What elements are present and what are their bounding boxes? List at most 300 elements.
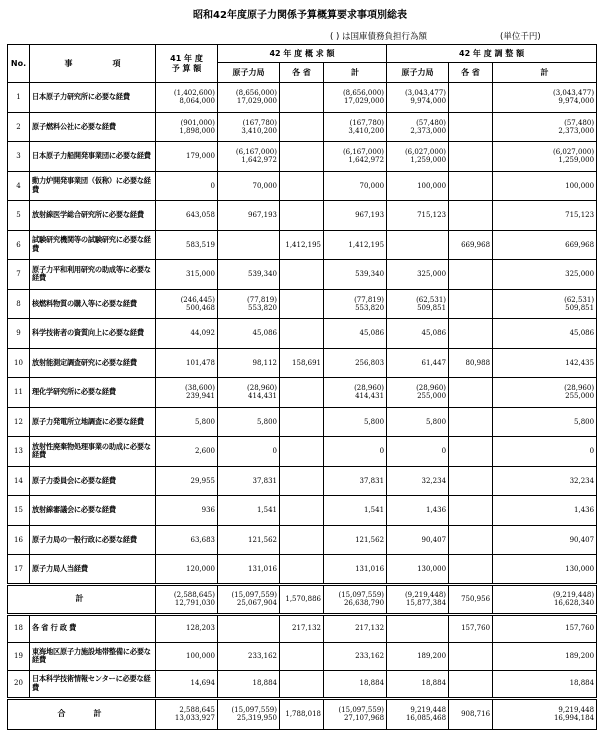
cell-aj_t-line-1: 18,884 [569, 679, 595, 688]
cell-aj_t-line-1: (28,960) [564, 384, 595, 393]
cell-aj_g-line-1: 1,436 [425, 506, 447, 515]
cell-b41 [156, 112, 218, 142]
cell-aj_t [493, 584, 597, 614]
cell-rq_g-line-1: 18,884 [252, 679, 277, 688]
cell-aj_g [387, 698, 449, 729]
cell-aj_g [387, 201, 449, 231]
table-row [8, 201, 597, 231]
cell-rq_k [280, 437, 324, 467]
row-item: 原子力平和利用研究の助成等に必要な経費 [30, 260, 156, 290]
cell-aj_g-line-1: 130,000 [417, 564, 447, 573]
header-budget41 [156, 45, 218, 83]
cell-aj_t-line-1: (62,531) [564, 295, 595, 304]
cell-aj_g-line-1: 61,447 [421, 358, 447, 367]
table-row [8, 319, 597, 349]
cell-rq_t-line-2: 17,029,000 [343, 97, 385, 106]
header-budget41-line2: 予 算 額 [171, 63, 202, 73]
row-no: 14 [8, 466, 30, 496]
cell-rq_t-line-1: 233,162 [355, 651, 385, 660]
header-adjust42: 42 年 度 調 整 額 [387, 45, 597, 63]
table-row [8, 142, 597, 172]
cell-aj_t-line-1: 130,000 [565, 564, 595, 573]
cell-aj_k-line-1: 157,760 [461, 624, 491, 633]
cell-rq_g-line-1: 0 [272, 447, 277, 456]
table-row [8, 437, 597, 467]
cell-b41-line-2: 1,898,000 [179, 126, 215, 135]
cell-rq_g-line-1: (167,780) [242, 118, 277, 127]
cell-rq_k [280, 466, 324, 496]
cell-b41 [156, 83, 218, 113]
cell-rq_k [280, 319, 324, 349]
cell-rq_g-line-1: (15,097,559) [231, 590, 277, 599]
cell-aj_t-line-1: 5,800 [574, 417, 595, 426]
cell-rq_g [218, 614, 280, 642]
cell-rq_t-line-2: 553,820 [355, 303, 385, 312]
cell-rq_g [218, 670, 280, 698]
cell-aj_g-line-1: 325,000 [417, 270, 447, 279]
cell-aj_t-line-2: 255,000 [565, 392, 595, 401]
table-row [8, 670, 597, 698]
cell-rq_t-line-1: 70,000 [359, 181, 385, 190]
cell-aj_t-line-2: 16,994,184 [553, 714, 595, 722]
table-row [8, 614, 597, 642]
cell-rq_k [280, 670, 324, 698]
cell-aj_g-line-1: (3,043,477) [404, 89, 447, 98]
cell-aj_t [493, 437, 597, 467]
cell-aj_g [387, 319, 449, 349]
cell-rq_g-line-1: (77,819) [247, 295, 277, 304]
cell-b41-line-1: 315,000 [186, 270, 215, 279]
cell-aj_g-line-2: 16,085,468 [405, 714, 447, 722]
cell-rq_g [218, 260, 280, 290]
cell-b41-line-1: 100,000 [186, 651, 215, 660]
cell-aj_k [449, 407, 493, 437]
cell-rq_g-line-1: 98,112 [252, 358, 277, 367]
cell-rq_t [324, 112, 387, 142]
cell-rq_t [324, 614, 387, 642]
cell-aj_t [493, 407, 597, 437]
cell-rq_t [324, 496, 387, 526]
cell-b41 [156, 555, 218, 585]
cell-rq_g-line-1: 233,162 [248, 651, 277, 660]
cell-rq_t-line-1: 217,132 [355, 624, 385, 633]
cell-rq_k [280, 525, 324, 555]
cell-aj_g-line-1: 9,219,448 [410, 705, 447, 714]
cell-rq_g-line-2: 25,319,950 [236, 714, 277, 722]
cell-aj_g-line-1: 45,086 [421, 329, 447, 338]
row-item: 放射線審議会に必要な経費 [30, 496, 156, 526]
cell-rq_k [280, 83, 324, 113]
cell-rq_g [218, 83, 280, 113]
cell-b41-line-2: 500,468 [186, 303, 215, 312]
cell-rq_t-line-1: (28,960) [354, 384, 385, 393]
cell-aj_t [493, 698, 597, 729]
cell-b41-line-2: 8,064,000 [179, 97, 215, 106]
cell-rq_t [324, 142, 387, 172]
row-no: 5 [8, 201, 30, 231]
cell-aj_g-line-1: (6,027,000) [404, 148, 447, 157]
header-no: No. [8, 45, 30, 83]
cell-rq_t-line-1: (8,656,000) [342, 89, 385, 98]
cell-aj_g [387, 496, 449, 526]
table-row [8, 289, 597, 319]
row-no: 20 [8, 670, 30, 698]
table-row [8, 466, 597, 496]
table-row [8, 378, 597, 408]
cell-b41 [156, 407, 218, 437]
cell-aj_g [387, 171, 449, 201]
cell-aj_k [449, 466, 493, 496]
row-item: 理化学研究所に必要な経費 [30, 378, 156, 408]
table-row [8, 642, 597, 670]
row-item: 日本科学技術情報センターに必要な経費 [30, 670, 156, 698]
cell-rq_g [218, 698, 280, 729]
cell-rq_t [324, 437, 387, 467]
cell-aj_t-line-1: 189,200 [565, 651, 595, 660]
cell-rq_g [218, 348, 280, 378]
cell-aj_k [449, 319, 493, 349]
subtotal-row-label: 計 [8, 584, 156, 614]
row-item: 原子燃料公社に必要な経費 [30, 112, 156, 142]
budget-table [7, 44, 597, 730]
cell-rq_g [218, 201, 280, 231]
cell-rq_k-line-1: 1,412,195 [285, 240, 321, 249]
grand-total-row-label: 合 計 [8, 698, 156, 729]
cell-rq_t [324, 201, 387, 231]
cell-aj_g-line-1: 0 [441, 447, 447, 456]
row-item: 原子力委員会に必要な経費 [30, 466, 156, 496]
cell-aj_t [493, 348, 597, 378]
cell-b41-line-1: 0 [210, 181, 215, 190]
cell-aj_k [449, 289, 493, 319]
cell-rq_t-line-1: 1,541 [363, 506, 385, 515]
header-req-genshiryoku: 原子力局 [218, 63, 280, 83]
row-no: 11 [8, 378, 30, 408]
cell-aj_g [387, 437, 449, 467]
cell-b41-line-1: 128,203 [186, 624, 215, 633]
cell-rq_g [218, 584, 280, 614]
header-req-kakusho: 各 省 [280, 63, 324, 83]
header-adj-genshiryoku: 原子力局 [387, 63, 449, 83]
cell-aj_k [449, 142, 493, 172]
cell-aj_g [387, 525, 449, 555]
cell-rq_k [280, 698, 324, 729]
cell-rq_t-line-1: 256,803 [355, 358, 385, 367]
cell-rq_k [280, 260, 324, 290]
cell-rq_t-line-1: (77,819) [354, 295, 385, 304]
cell-b41 [156, 614, 218, 642]
cell-b41-line-1: 936 [201, 506, 215, 515]
cell-aj_t-line-1: 669,968 [565, 240, 595, 249]
cell-rq_g [218, 555, 280, 585]
cell-b41 [156, 289, 218, 319]
cell-b41-line-1: (2,588,645) [173, 590, 215, 599]
cell-rq_t-line-1: 131,016 [355, 564, 385, 573]
cell-aj_g-line-1: 189,200 [417, 651, 447, 660]
cell-aj_t [493, 289, 597, 319]
cell-aj_k-line-1: 750,956 [461, 594, 491, 603]
cell-aj_g-line-1: (9,219,448) [404, 590, 447, 599]
cell-aj_k [449, 201, 493, 231]
cell-rq_k [280, 289, 324, 319]
cell-aj_k [449, 698, 493, 729]
cell-aj_t-line-1: 100,000 [565, 181, 595, 190]
cell-rq_g-line-1: 1,541 [256, 506, 277, 515]
cell-aj_t-line-1: 1,436 [574, 506, 595, 515]
cell-rq_t-line-1: 121,562 [355, 535, 385, 544]
header-item: 事 項 [30, 45, 156, 83]
header-budget41-line1: 41 年 度 [170, 54, 203, 64]
cell-aj_t [493, 614, 597, 642]
row-no: 18 [8, 614, 30, 642]
cell-aj_g-line-2: 15,877,384 [405, 599, 447, 607]
cell-rq_g-line-1: 121,562 [248, 535, 277, 544]
cell-aj_g [387, 112, 449, 142]
table-row [8, 230, 597, 260]
table-row [8, 83, 597, 113]
row-no: 19 [8, 642, 30, 670]
cell-rq_g [218, 289, 280, 319]
cell-rq_t [324, 348, 387, 378]
cell-rq_g-line-2: 25,067,904 [236, 599, 277, 607]
cell-aj_t [493, 670, 597, 698]
cell-rq_k-line-1: 158,691 [292, 358, 321, 367]
cell-rq_g [218, 407, 280, 437]
cell-rq_t-line-1: 45,086 [359, 329, 385, 338]
cell-rq_t-line-1: 5,800 [363, 417, 385, 426]
cell-aj_t [493, 201, 597, 231]
cell-rq_t [324, 555, 387, 585]
cell-rq_k [280, 614, 324, 642]
cell-aj_g [387, 670, 449, 698]
table-row [8, 348, 597, 378]
cell-rq_g [218, 437, 280, 467]
table-row [8, 496, 597, 526]
cell-b41 [156, 525, 218, 555]
cell-aj_g [387, 466, 449, 496]
row-item: 科学技術者の資質向上に必要な経費 [30, 319, 156, 349]
cell-b41 [156, 348, 218, 378]
cell-aj_t [493, 525, 597, 555]
row-no: 13 [8, 437, 30, 467]
note-debt-burden: ( ) は国庫債務負担行為額 [330, 32, 428, 42]
row-no: 1 [8, 83, 30, 113]
cell-aj_k-line-1: 669,968 [461, 240, 491, 249]
header-adj-kakusho: 各 省 [449, 63, 493, 83]
row-item: 日本原子力研究所に必要な経費 [30, 83, 156, 113]
cell-aj_k [449, 378, 493, 408]
row-item: 原子力局人当経費 [30, 555, 156, 585]
cell-b41-line-1: 2,600 [194, 447, 215, 456]
table-row [8, 555, 597, 585]
cell-rq_g [218, 112, 280, 142]
cell-rq_k [280, 584, 324, 614]
row-item: 動力炉開発事業団（仮称）に必要な経費 [30, 171, 156, 201]
cell-aj_g-line-1: 715,123 [417, 211, 447, 220]
cell-b41 [156, 642, 218, 670]
cell-rq_k [280, 378, 324, 408]
cell-rq_k [280, 407, 324, 437]
cell-rq_t-line-1: (6,167,000) [342, 148, 385, 157]
cell-rq_t [324, 289, 387, 319]
table-row [8, 407, 597, 437]
cell-rq_t-line-1: 539,340 [355, 270, 385, 279]
cell-rq_t [324, 584, 387, 614]
row-no: 2 [8, 112, 30, 142]
cell-rq_t-line-1: (15,097,559) [338, 705, 385, 714]
cell-b41-line-1: (246,445) [180, 295, 215, 304]
cell-rq_t-line-2: 3,410,200 [348, 126, 385, 135]
cell-b41-line-2: 13,033,927 [174, 714, 215, 722]
cell-b41 [156, 230, 218, 260]
cell-rq_t-line-2: 26,638,790 [343, 599, 385, 607]
cell-aj_t-line-1: 715,123 [565, 211, 595, 220]
cell-aj_k-line-1: 908,716 [461, 709, 491, 718]
cell-aj_t [493, 319, 597, 349]
cell-rq_g [218, 142, 280, 172]
cell-aj_g-line-2: 2,373,000 [410, 126, 447, 135]
cell-aj_k [449, 112, 493, 142]
cell-rq_k [280, 142, 324, 172]
cell-b41-line-1: 44,092 [190, 329, 215, 338]
row-no: 9 [8, 319, 30, 349]
cell-aj_t-line-1: (9,219,448) [552, 590, 595, 599]
cell-rq_k [280, 555, 324, 585]
cell-aj_t-line-1: 0 [589, 447, 595, 456]
cell-aj_k [449, 230, 493, 260]
cell-aj_k [449, 584, 493, 614]
cell-rq_g-line-1: 45,086 [252, 329, 277, 338]
cell-aj_g-line-1: (57,480) [416, 118, 447, 127]
cell-aj_g-line-1: 100,000 [417, 181, 447, 190]
row-no: 4 [8, 171, 30, 201]
cell-aj_k [449, 437, 493, 467]
cell-rq_t [324, 670, 387, 698]
cell-aj_t [493, 466, 597, 496]
cell-b41 [156, 437, 218, 467]
cell-aj_t [493, 642, 597, 670]
cell-aj_t-line-1: (3,043,477) [552, 89, 595, 98]
cell-aj_g [387, 378, 449, 408]
cell-rq_g [218, 230, 280, 260]
cell-rq_g-line-1: 539,340 [248, 270, 277, 279]
cell-aj_g [387, 289, 449, 319]
cell-rq_g-line-1: 131,016 [248, 564, 277, 573]
cell-aj_k-line-1: 80,988 [465, 358, 491, 367]
cell-rq_k [280, 496, 324, 526]
cell-rq_t-line-1: 1,412,195 [348, 240, 385, 249]
row-item: 日本原子力船開発事業団に必要な経費 [30, 142, 156, 172]
cell-aj_g [387, 348, 449, 378]
cell-aj_g-line-2: 255,000 [417, 392, 447, 401]
cell-aj_k [449, 83, 493, 113]
cell-rq_g-line-2: 414,431 [248, 392, 277, 401]
cell-aj_g [387, 230, 449, 260]
cell-aj_k [449, 670, 493, 698]
cell-b41-line-1: 583,519 [186, 240, 215, 249]
cell-rq_g-line-2: 1,642,972 [241, 156, 277, 165]
row-no: 12 [8, 407, 30, 437]
document-title: 昭和42年度原子力関係予算概算要求事項別総表 [193, 10, 407, 21]
cell-aj_g-line-2: 1,259,000 [410, 156, 447, 165]
cell-aj_t-line-1: 142,435 [565, 358, 595, 367]
cell-b41 [156, 201, 218, 231]
table-row [8, 112, 597, 142]
cell-rq_t-line-1: (167,780) [349, 118, 385, 127]
cell-aj_t [493, 171, 597, 201]
cell-rq_t-line-2: 1,642,972 [348, 156, 385, 165]
cell-rq_t [324, 642, 387, 670]
unit-note: (単位千円) [500, 32, 541, 42]
cell-rq_t [324, 260, 387, 290]
cell-aj_t-line-1: 325,000 [565, 270, 595, 279]
cell-aj_t-line-1: (6,027,000) [552, 148, 595, 157]
cell-rq_t [324, 171, 387, 201]
cell-rq_g-line-1: 37,831 [252, 476, 277, 485]
row-item: 放射性廃棄物処理事業の助成に必要な経費 [30, 437, 156, 467]
cell-aj_k [449, 260, 493, 290]
cell-b41 [156, 466, 218, 496]
cell-aj_g [387, 584, 449, 614]
row-no: 7 [8, 260, 30, 290]
cell-rq_g-line-1: (6,167,000) [235, 148, 277, 157]
cell-aj_t-line-1: 90,407 [569, 535, 595, 544]
cell-rq_g-line-2: 17,029,000 [236, 97, 277, 106]
cell-rq_g-line-1: (28,960) [247, 384, 277, 393]
cell-rq_g-line-1: (8,656,000) [235, 89, 277, 98]
row-no: 8 [8, 289, 30, 319]
row-no: 3 [8, 142, 30, 172]
cell-aj_t-line-2: 9,974,000 [558, 97, 595, 106]
cell-rq_t [324, 230, 387, 260]
cell-b41-line-1: 120,000 [186, 564, 215, 573]
cell-rq_g [218, 642, 280, 670]
cell-rq_g-line-1: 967,193 [248, 211, 277, 220]
cell-b41-line-1: 101,478 [186, 358, 215, 367]
row-item: 放射能測定調査研究に必要な経費 [30, 348, 156, 378]
cell-b41-line-1: 14,694 [190, 679, 215, 688]
cell-aj_g-line-1: 32,234 [421, 476, 447, 485]
cell-b41 [156, 670, 218, 698]
row-no: 10 [8, 348, 30, 378]
row-item: 東海地区原子力施設地帯整備に必要な経費 [30, 642, 156, 670]
row-item: 原子力発電所立地調査に必要な経費 [30, 407, 156, 437]
cell-rq_t-line-2: 27,107,968 [343, 714, 385, 722]
cell-b41-line-1: 179,000 [186, 152, 215, 161]
cell-b41-line-1: 5,800 [194, 417, 215, 426]
cell-rq_k-line-1: 217,132 [292, 624, 321, 633]
cell-rq_k [280, 230, 324, 260]
cell-b41-line-1: 2,588,645 [179, 705, 215, 714]
cell-b41 [156, 319, 218, 349]
cell-aj_t [493, 378, 597, 408]
cell-rq_g [218, 525, 280, 555]
cell-b41-line-1: 63,683 [190, 535, 215, 544]
cell-aj_t [493, 260, 597, 290]
cell-aj_g-line-1: 5,800 [425, 417, 447, 426]
cell-rq_t-line-2: 414,431 [355, 392, 385, 401]
cell-b41 [156, 171, 218, 201]
cell-rq_t [324, 525, 387, 555]
table-row [8, 260, 597, 290]
cell-aj_g-line-1: 18,884 [421, 679, 447, 688]
cell-rq_t [324, 466, 387, 496]
cell-rq_t-line-1: (15,097,559) [338, 590, 385, 599]
cell-rq_k-line-1: 1,570,886 [285, 594, 321, 603]
cell-aj_g [387, 260, 449, 290]
cell-rq_g-line-2: 3,410,200 [241, 126, 277, 135]
cell-aj_g [387, 142, 449, 172]
